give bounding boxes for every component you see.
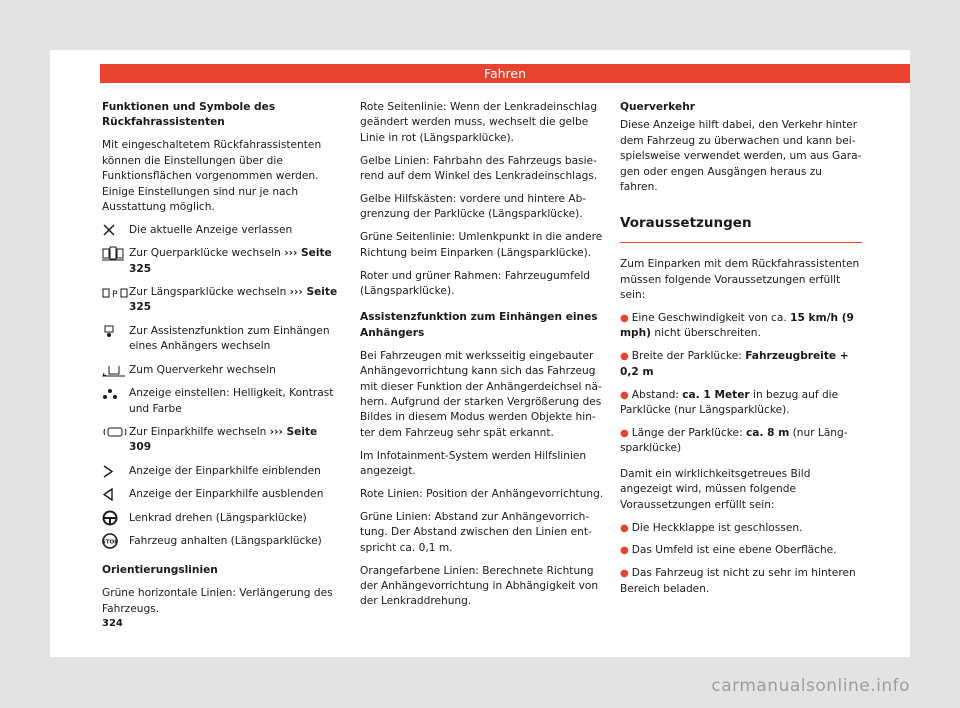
guidelines-heading: Orientierungslinien bbox=[102, 564, 218, 577]
paragraph: Grüne Seitenlinie: Umlenkpunkt in die andere Richtung beim Einparken (Längsparklücke). bbox=[360, 231, 603, 259]
paragraph: Rote Seitenlinie: Wenn der Lenkradeinschlag geändert werden muss, wechselt die gelbe Linie in rot (Längsparklücke). bbox=[360, 101, 598, 144]
function-item-text: Lenkrad drehen (Längsparklücke) bbox=[129, 511, 307, 524]
bullet-item: ● Länge der Parklücke: ca. 8 m (nur Längsparklücke) bbox=[620, 427, 848, 455]
watermark: carmanualsonline.info bbox=[711, 676, 910, 696]
section-heading-requirements: Voraussetzungen bbox=[620, 203, 862, 243]
trailer-heading: Assistenzfunktion zum Einhängen eines Anhängers bbox=[360, 311, 598, 339]
guidelines-text: Grüne horizontale Linien: Verlängerung des Fahrzeugs. bbox=[102, 587, 333, 615]
bullet-item: ● Abstand: ca. 1 Meter in bezug auf die Parklücke (nur Längsparklücke). bbox=[620, 388, 839, 417]
perpendicular-parking-icon bbox=[102, 246, 129, 261]
bullet-dot-icon: ● bbox=[620, 545, 629, 557]
bullet-item: ● Eine Geschwindigkeit von ca. 15 km/h (9 mph) nicht überschreiten. bbox=[620, 312, 854, 340]
function-item bbox=[102, 223, 340, 238]
function-item bbox=[102, 425, 340, 456]
function-item bbox=[102, 386, 340, 417]
bullet-dot-icon: ● bbox=[620, 522, 629, 534]
function-item bbox=[102, 534, 340, 549]
steering-wheel-icon bbox=[102, 511, 129, 526]
function-item bbox=[102, 246, 340, 277]
bullet-dot-icon: ● bbox=[620, 568, 629, 580]
paragraph: Gelbe Hilfskästen: vordere und hintere Abgrenzung der Parklücke (Längsparklücke). bbox=[360, 193, 587, 221]
cross-traffic-icon bbox=[102, 363, 129, 378]
show-triangle-icon bbox=[102, 464, 129, 479]
manual-page bbox=[50, 50, 910, 657]
page-reference: ››› Seite 309 bbox=[129, 425, 318, 454]
functions-heading: Funktionen und Symbole des Rückfahrassistenten bbox=[102, 101, 276, 129]
paragraph: Bei Fahrzeugen mit werksseitig eingebauter Anhängevorrichtung kann sich das Fahrzeug mit dieser Funktion der Anhängerdeichsel nähern. Aufgrund der starken Vergrößerung des Bildes in diesem Modus werden Objekte hinter dem Fahrzeug sehr spät erkannt. bbox=[360, 349, 602, 439]
function-item-text: Zur Assistenzfunktion zum Einhängen eines Anhängers wechseln bbox=[129, 324, 330, 353]
requirements-intro: Zum Einparken mit dem Rückfahrassistenten müssen folgende Voraussetzungen erfüllt sein: bbox=[620, 258, 860, 302]
function-item-text: Anzeige der Einparkhilfe einblenden bbox=[129, 464, 321, 477]
paragraph: Orangefarbene Linien: Berechnete Richtung der Anhängevorrichtung in Abhängigkeit von der Lenkraddrehung. bbox=[360, 564, 599, 608]
function-item-text: Anzeige der Einparkhilfe ausblenden bbox=[129, 488, 324, 501]
functions-intro: Mit eingeschaltetem Rückfahrassistenten können die Einstellungen über die Funktionsflächen vorgenommen werden. Einige Einstellungen sind nur je nach Ausstattung möglich. bbox=[102, 139, 322, 213]
svg-text:STOP: STOP bbox=[102, 539, 118, 546]
image-requirements-intro: Damit ein wirklichkeitsgetreues Bild angezeigt wird, müssen folgende Voraussetzungen erfüllt sein: bbox=[620, 467, 811, 511]
parallel-parking-icon bbox=[102, 285, 129, 300]
paragraph: Im Infotainment-System werden Hilfslinien angezeigt. bbox=[360, 449, 587, 478]
svg-text:P: P bbox=[112, 289, 118, 299]
function-item-text: Zur Längsparklücke wechseln ››› Seite 325 bbox=[129, 286, 338, 314]
paragraph: Roter und grüner Rahmen: Fahrzeugumfeld (Längsparklücke). bbox=[360, 269, 590, 298]
function-item-text: Fahrzeug anhalten (Längsparklücke) bbox=[129, 534, 322, 547]
page-reference: ››› Seite 325 bbox=[129, 247, 332, 275]
image-requirements-list bbox=[620, 521, 862, 598]
page-reference: ››› Seite 325 bbox=[129, 286, 338, 314]
bullet-dot-icon: ● bbox=[620, 428, 629, 439]
column-3 bbox=[620, 100, 862, 605]
paragraph: Rote Linien: Position der Anhängevorrichtung. bbox=[360, 488, 604, 501]
function-item bbox=[102, 363, 340, 378]
function-item-text: Anzeige einstellen: Helligkeit, Kontrast und Farbe bbox=[129, 387, 334, 415]
display-settings-icon bbox=[102, 386, 129, 401]
function-item-text: Zur Einparkhilfe wechseln ››› Seite 309 bbox=[129, 425, 318, 454]
requirements-list bbox=[620, 311, 862, 457]
cross-traffic-heading: Querverkehr bbox=[620, 101, 695, 113]
paragraph: Gelbe Linien: Fahrbahn des Fahrzeugs basierend auf dem Winkel des Lenkradeinschlags. bbox=[360, 154, 598, 183]
stop-icon bbox=[102, 534, 129, 549]
function-item bbox=[102, 324, 340, 355]
bullet-item: ● Das Umfeld ist eine ebene Oberfläche. bbox=[620, 544, 837, 557]
function-item bbox=[102, 464, 340, 479]
bullet-dot-icon: ● bbox=[620, 313, 629, 325]
paragraph: Grüne Linien: Abstand zur Anhängevorrichtung. Der Abstand zwischen den Linien entspricht ca. 0,1 m. bbox=[360, 510, 592, 554]
bullet-item: ● Das Fahrzeug ist nicht zu sehr im hinteren Bereich beladen. bbox=[620, 567, 856, 595]
page-number: 324 bbox=[102, 618, 123, 629]
bullet-dot-icon: ● bbox=[620, 351, 629, 363]
trailer-hitch-icon bbox=[102, 324, 129, 339]
bullet-item: ● Breite der Parklücke: Fahrzeugbreite + 0,2 m bbox=[620, 350, 849, 378]
column-1 bbox=[102, 100, 340, 625]
function-item-text: Zur Querparklücke wechseln ››› Seite 325 bbox=[129, 247, 332, 275]
bullet-item: ● Die Heckklappe ist geschlossen. bbox=[620, 521, 803, 534]
function-item-text: Die aktuelle Anzeige verlassen bbox=[129, 223, 293, 236]
function-item bbox=[102, 487, 340, 502]
bullet-dot-icon: ● bbox=[620, 389, 629, 401]
function-item-text: Zum Querverkehr wechseln bbox=[129, 363, 276, 376]
cross-traffic-text: Diese Anzeige hilft dabei, den Verkehr hinter dem Fahrzeug zu überwachen und kann beispielsweise verwendet werden, um aus Garagen oder engen Ausgängen heraus zu fahren. bbox=[620, 119, 862, 194]
hide-triangle-icon bbox=[102, 487, 129, 502]
column-2 bbox=[360, 100, 604, 617]
function-icon-list bbox=[102, 223, 340, 550]
page-header: Fahren bbox=[100, 64, 910, 83]
park-assist-icon bbox=[102, 425, 129, 440]
function-item bbox=[102, 285, 340, 316]
close-icon bbox=[102, 223, 129, 238]
function-item bbox=[102, 511, 340, 526]
